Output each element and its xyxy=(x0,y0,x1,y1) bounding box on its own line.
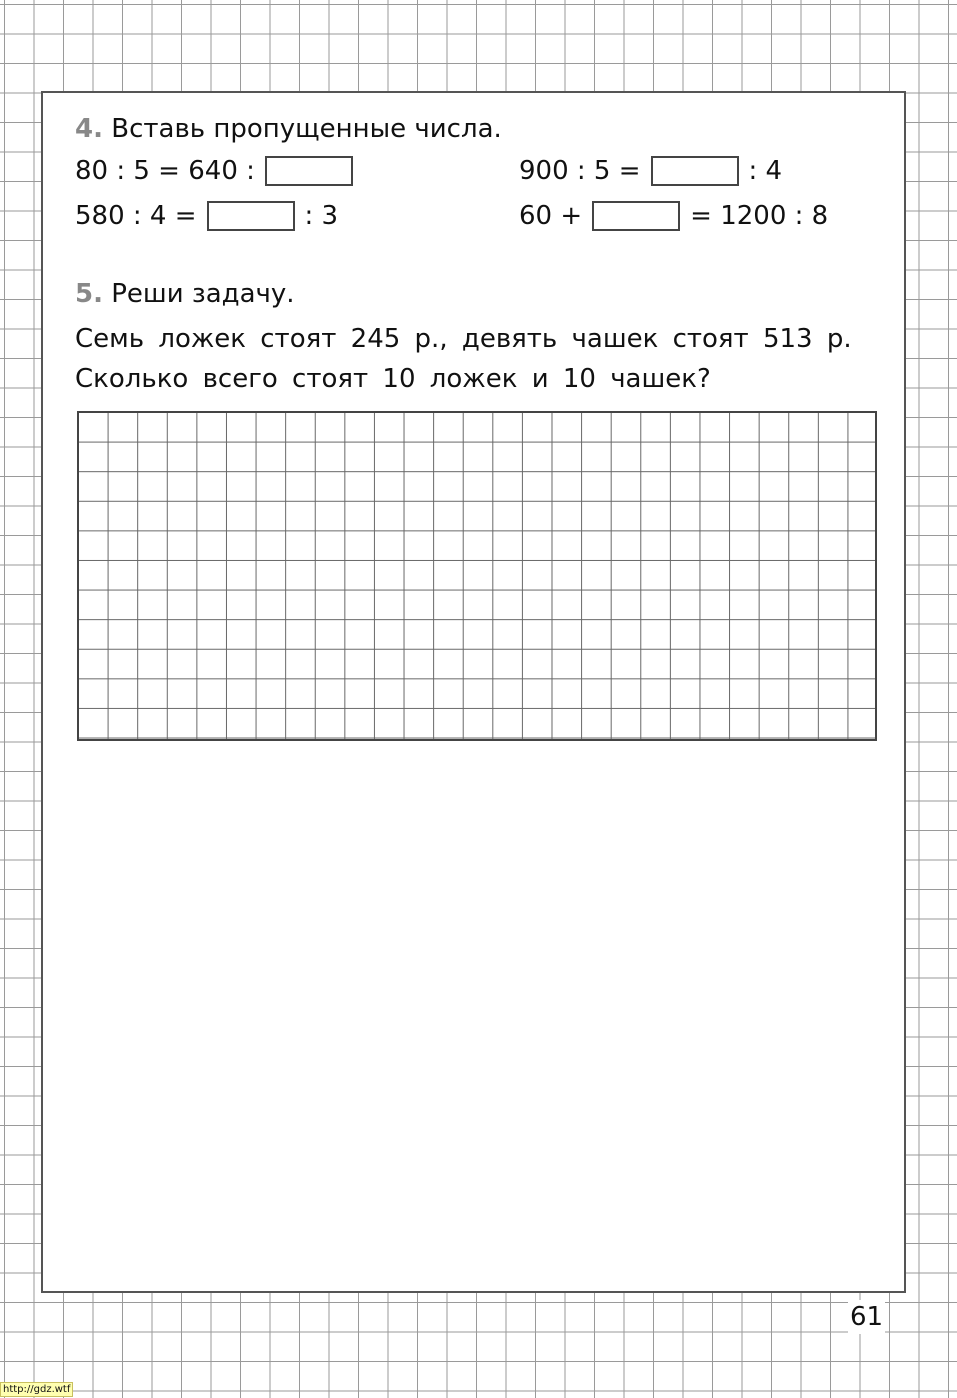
equation-3-answer-box[interactable] xyxy=(207,201,295,231)
task5-title: Реши задачу. xyxy=(111,279,295,309)
task5-heading xyxy=(75,279,295,309)
equation-3 xyxy=(75,201,338,231)
equation-1-left: 80 : 5 = 640 : xyxy=(75,156,255,186)
equation-3-left: 580 : 4 = xyxy=(75,201,197,231)
equation-1-answer-box[interactable] xyxy=(265,156,353,186)
equation-4-right: = 1200 : 8 xyxy=(690,201,829,231)
page-number: 61 xyxy=(850,1302,884,1332)
task4-title: Вставь пропущенные числа. xyxy=(111,114,502,144)
equation-3-right: : 3 xyxy=(304,201,339,231)
worksheet-panel xyxy=(41,91,906,1293)
equation-2-answer-box[interactable] xyxy=(651,156,739,186)
task4-number: 4. xyxy=(75,114,103,144)
answer-grid[interactable] xyxy=(77,411,877,741)
equation-2-left: 900 : 5 = xyxy=(519,156,641,186)
equation-4-answer-box[interactable] xyxy=(592,201,680,231)
equation-2 xyxy=(519,156,782,186)
task5-text-line-2: Сколько всего стоят 10 ложек и 10 чашек? xyxy=(75,364,711,394)
task4-heading xyxy=(75,114,502,144)
task5-text-line-1: Семь ложек стоят 245 р., девять чашек стоят 513 р. xyxy=(75,324,852,354)
task5-number: 5. xyxy=(75,279,103,309)
equation-4-left: 60 + xyxy=(519,201,583,231)
equation-1 xyxy=(75,156,363,186)
equation-2-right: : 4 xyxy=(748,156,783,186)
site-url-tag[interactable]: http://gdz.wtf xyxy=(0,1382,73,1397)
equation-4 xyxy=(519,201,828,231)
